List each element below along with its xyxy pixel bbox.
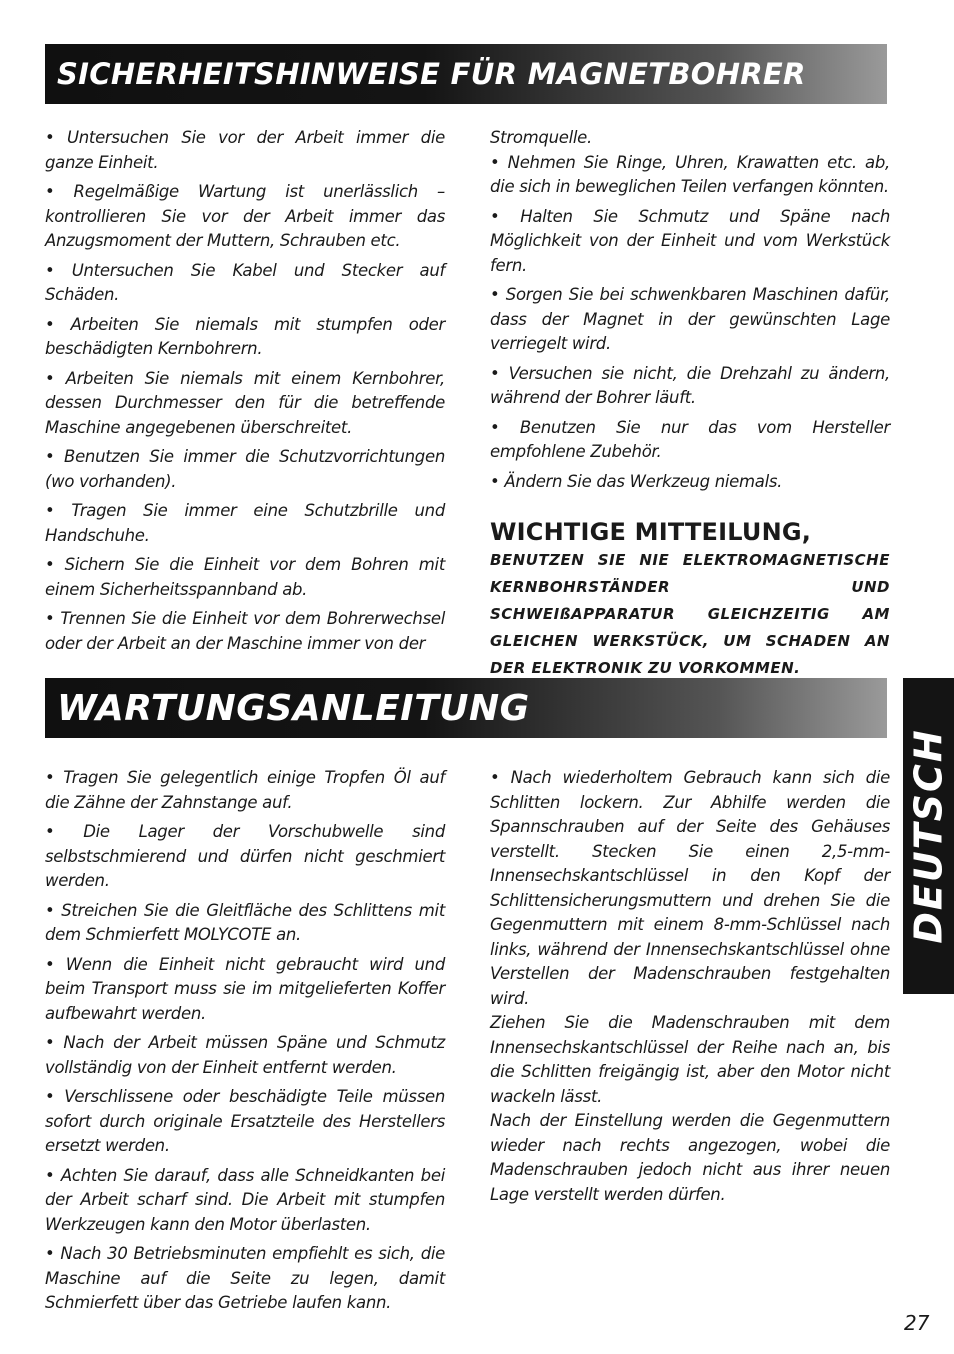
maintenance-section-banner: [45, 678, 887, 738]
language-label: DEUTSCH: [906, 728, 951, 944]
list-item: • Achten Sie darauf, dass alle Schneidkanten bei der Arbeit scharf sind. Die Arbeit mit stumpfen Werkzeugen kann den Motor überlasten.: [45, 1165, 445, 1234]
list-item: • Versuchen sie nicht, die Drehzahl zu ändern, während der Bohrer läuft.: [490, 363, 890, 407]
list-item: • Regelmäßige Wartung ist unerlässlich – kontrollieren Sie vor der Arbeit immer das Anzugsmoment der Muttern, Schrauben etc.: [45, 182, 445, 250]
safety-section-banner: [45, 44, 887, 104]
list-item: • Sorgen Sie bei schwenkbaren Maschinen dafür, dass der Magnet in der gewünschten Lage verriegelt wird.: [490, 285, 890, 353]
list-item: • Sichern Sie die Einheit vor dem Bohren mit einem Sicherheitsspannband ab.: [45, 555, 445, 599]
safety-left-column: [45, 126, 445, 661]
list-item: • Untersuchen Sie vor der Arbeit immer die ganze Einheit.: [45, 128, 445, 172]
notice-title: WICHTIGE MITTEILUNG,: [490, 518, 812, 546]
list-item: • Arbeiten Sie niemals mit einem Kernbohrer, dessen Durchmesser den für die betreffende Maschine angegebenen überschreitet.: [45, 368, 445, 437]
safety-right-column: [490, 126, 890, 687]
list-item: • Streichen Sie die Gleitfläche des Schlittens mit dem Schmierfett MOLYCOTE an.: [45, 900, 445, 944]
language-side-tab: [903, 678, 954, 994]
list-item: • Nach 30 Betriebsminuten empfiehlt es sich, die Maschine auf die Seite zu legen, damit Schmierfett über das Getriebe laufen kann.: [45, 1244, 445, 1312]
notice-body: BENUTZEN SIE NIE ELEKTROMAGNETISCHE KERNBOHRSTÄNDER UND SCHWEIßAPPARATUR GLEICHZEITIG AM GLEICHEN WERKSTÜCK, UM SCHADEN AN DER ELEKTRONIK ZU VORKOMMEN.: [490, 550, 890, 677]
list-item: • Verschlissene oder beschädigte Teile müssen sofort durch originale Ersatzteile des Herstellers ersetzt werden.: [45, 1087, 445, 1155]
list-item: • Ändern Sie das Werkzeug niemals.: [490, 471, 783, 491]
list-item: • Wenn die Einheit nicht gebraucht wird und beim Transport muss sie im mitgelieferten Koffer aufbewahrt werden.: [45, 954, 445, 1023]
list-item: • Tragen Sie gelegentlich einige Tropfen Öl auf die Zähne der Zahnstange auf.: [45, 768, 445, 812]
maintenance-left-column: [45, 766, 445, 1321]
list-item: • Benutzen Sie nur das vom Hersteller empfohlene Zubehör.: [490, 417, 890, 461]
maintenance-section-title: WARTUNGSANLEITUNG: [57, 687, 530, 729]
paragraph: Ziehen Sie die Madenschrauben mit dem Innensechskantschlüssel der Reihe nach an, bis die Schlitten freigängig ist, aber den Motor nicht wackeln lässt.: [490, 1013, 890, 1106]
list-item: • Trennen Sie die Einheit vor dem Bohrerwechsel oder der Arbeit an der Maschine immer von der: [45, 609, 445, 653]
paragraph: • Nach wiederholtem Gebrauch kann sich die Schlitten lockern. Zur Abhilfe werden die Spannschrauben auf der Seite des Gehäuses verstellt. Stecken Sie einen 2,5-mm-Innensechskantschlüssel in den Kopf der Schlittensicherungsmuttern und drehen Sie die Gegenmuttern mit einem 8-mm-Schlüssel nach links, während der Innensechskantschlüssel ohne Verstellen der Madenschrauben festgehalten wird.: [490, 768, 890, 1008]
list-item: • Arbeiten Sie niemals mit stumpfen oder beschädigten Kernbohrern.: [45, 314, 445, 358]
list-item: • Untersuchen Sie Kabel und Stecker auf Schäden.: [45, 260, 445, 304]
paragraph: Nach der Einstellung werden die Gegenmuttern wieder nach rechts angezogen, wobei die Madenschrauben jedoch nicht aus ihrer neuen Lage verstellt werden dürfen.: [490, 1111, 890, 1204]
safety-section-title: SICHERHEITSHINWEISE FÜR MAGNETBOHRER: [57, 57, 806, 91]
list-item: • Nehmen Sie Ringe, Uhren, Krawatten etc. ab, die sich in beweglichen Teilen verfangen könnten.: [490, 152, 890, 196]
list-item-continuation: Stromquelle.: [490, 128, 592, 147]
list-item: • Halten Sie Schmutz und Späne nach Möglichkeit von der Einheit und vom Werkstück fern.: [490, 206, 890, 275]
list-item: • Nach der Arbeit müssen Späne und Schmutz vollständig von der Einheit entfernt werden.: [45, 1033, 445, 1077]
page-number: 27: [904, 1311, 930, 1335]
list-item: • Benutzen Sie immer die Schutzvorrichtungen (wo vorhanden).: [45, 447, 445, 491]
list-item: • Tragen Sie immer eine Schutzbrille und Handschuhe.: [45, 501, 445, 545]
list-item: • Die Lager der Vorschubwelle sind selbstschmierend und dürfen nicht geschmiert werden.: [45, 822, 445, 890]
maintenance-right-column: [490, 766, 890, 1207]
